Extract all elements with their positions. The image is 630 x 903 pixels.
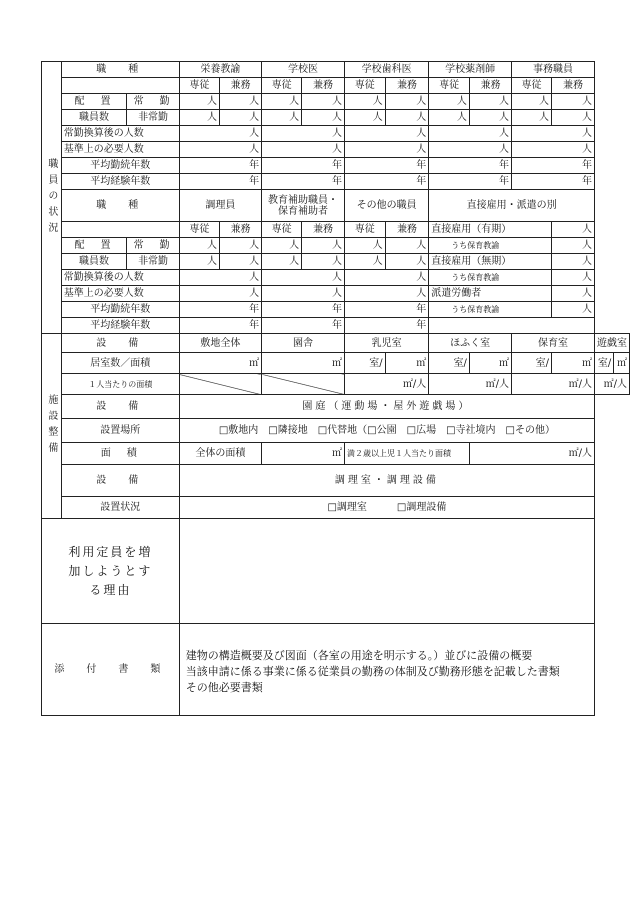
room-count-cell[interactable]: 室/ — [595, 353, 614, 374]
converted-label-value-cell[interactable]: 人 — [179, 126, 261, 142]
kitchen-options[interactable]: □調理室 □調理設備 — [179, 497, 594, 519]
status-label: 設置状況 — [61, 497, 179, 519]
form-row — [42, 78, 630, 94]
parttime-count-cell[interactable]: 人 — [512, 110, 552, 126]
part-header: 兼務 — [385, 78, 429, 94]
avg-exp-label-value-cell[interactable]: 年 — [179, 174, 261, 190]
avg-tenure-label-value-cell[interactable]: 年 — [512, 158, 595, 174]
avg-tenure-label-value-cell[interactable]: 年 — [344, 302, 428, 318]
count-label: 職員数 — [61, 254, 127, 270]
avg-exp-value-cell[interactable]: 年 — [344, 318, 428, 334]
form-row — [42, 174, 630, 190]
form-row — [42, 419, 630, 443]
facility-section-label: 施設整備 — [42, 334, 62, 519]
required-label: 基準上の必要人数 — [61, 142, 179, 158]
job-type-label: 職 種 — [61, 62, 179, 78]
avg-tenure-label-value-cell[interactable]: 年 — [429, 158, 512, 174]
location-options[interactable]: □敷地内 □隣接地 □代替地（□公園 □広場 □寺社境内 □その他） — [179, 419, 594, 443]
attachment-item: その他必要書類 — [185, 681, 263, 694]
form-row — [42, 238, 630, 254]
form-table — [41, 61, 630, 716]
application-form — [41, 61, 630, 716]
direct-row-label: 派遣労働者 — [429, 286, 552, 302]
required-label-value-cell[interactable]: 人 — [344, 142, 428, 158]
rooms-area-label: 居室数／面積 — [61, 353, 179, 374]
area-label: 面 積 — [61, 443, 179, 465]
direct-row-label: 直接雇用（有期） — [429, 222, 552, 238]
parttime-count-cell[interactable]: 人 — [302, 254, 345, 270]
fulltime-count-cell[interactable]: 人 — [219, 94, 261, 110]
direct-row-value[interactable]: 人 — [552, 270, 595, 286]
parttime-count-cell[interactable]: 人 — [552, 110, 595, 126]
avg-tenure-label-value-cell[interactable]: 年 — [262, 302, 345, 318]
avg-exp-label-value-cell[interactable]: 年 — [262, 174, 345, 190]
job-header: 学校医 — [262, 62, 345, 78]
blank-cell — [429, 318, 595, 334]
job-header: 事務職員 — [512, 62, 595, 78]
part-header: 兼務 — [552, 78, 595, 94]
parttime-count-cell[interactable]: 人 — [302, 110, 345, 126]
full-header: 専従 — [179, 78, 219, 94]
direct-header: 直接雇用・派遣の別 — [429, 190, 595, 222]
total-area-value[interactable]: ㎡ — [262, 443, 345, 465]
parttime-count-cell[interactable]: 人 — [469, 110, 511, 126]
parttime-count-cell[interactable]: 人 — [262, 254, 302, 270]
parttime-label: 非常勤 — [127, 110, 179, 126]
full-header: 専従 — [179, 222, 219, 238]
parttime-count-cell[interactable]: 人 — [385, 110, 429, 126]
full-header: 専従 — [262, 78, 302, 94]
form-row — [42, 110, 630, 126]
per-person-area-cell[interactable]: ㎡/人 — [595, 374, 630, 395]
converted-label-value-cell[interactable]: 人 — [429, 126, 512, 142]
per-person-area-cell[interactable]: ㎡/人 — [344, 374, 428, 395]
converted-label-value-cell[interactable]: 人 — [262, 126, 345, 142]
direct-row-value[interactable]: 人 — [552, 238, 595, 254]
room-area-cell[interactable]: ㎡ — [469, 353, 511, 374]
parttime-count-cell[interactable]: 人 — [344, 254, 385, 270]
full-header: 専従 — [429, 78, 470, 94]
per-child-value[interactable]: ㎡/人 — [469, 443, 594, 465]
form-row — [42, 222, 630, 238]
form-row — [42, 497, 630, 519]
avg-exp-value-cell[interactable]: 年 — [262, 318, 345, 334]
fulltime-label: 常 勤 — [127, 94, 179, 110]
staff-section-label: 職員の状況 — [42, 62, 62, 334]
parttime-label: 非常勤 — [127, 254, 179, 270]
avg-tenure-label-value-cell[interactable]: 年 — [179, 302, 261, 318]
equipment-label: 設 備 — [61, 465, 179, 497]
direct-row-value[interactable]: 人 — [552, 222, 595, 238]
form-row — [42, 270, 630, 286]
form-row — [42, 465, 630, 497]
part-header: 兼務 — [302, 78, 345, 94]
avg-exp-label-value-cell[interactable]: 年 — [429, 174, 512, 190]
direct-row-value[interactable]: 人 — [552, 302, 595, 318]
fulltime-count-cell[interactable]: 人 — [302, 238, 345, 254]
converted-label-value-cell[interactable]: 人 — [344, 126, 428, 142]
total-area-label: 全体の面積 — [179, 443, 261, 465]
full-header: 専従 — [512, 78, 552, 94]
converted-label-value-cell[interactable]: 人 — [179, 270, 261, 286]
full-header: 専従 — [344, 222, 385, 238]
fulltime-count-cell[interactable]: 人 — [219, 238, 261, 254]
part-header: 兼務 — [302, 222, 345, 238]
parttime-count-cell[interactable]: 人 — [429, 110, 470, 126]
fulltime-count-cell[interactable]: 人 — [344, 94, 385, 110]
job-header: 学校薬剤師 — [429, 62, 512, 78]
per-person-area-cell[interactable]: ㎡/人 — [512, 374, 595, 395]
avg-tenure-label-value-cell[interactable]: 年 — [344, 158, 428, 174]
equipment-label: 設 備 — [61, 395, 179, 419]
kitchen-label: 調理室・調理設備 — [179, 465, 594, 497]
room-header: ほふく室 — [429, 334, 512, 353]
room-area-cell[interactable]: ㎡ — [614, 353, 630, 374]
form-row — [42, 624, 630, 716]
avg-tenure-label-value-cell[interactable]: 年 — [179, 158, 261, 174]
fulltime-count-cell[interactable]: 人 — [512, 94, 552, 110]
location-label: 設置場所 — [61, 419, 179, 443]
facility-section — [42, 334, 630, 519]
room-count-cell[interactable]: 室/ — [512, 353, 552, 374]
converted-label-value-cell[interactable]: 人 — [344, 270, 428, 286]
job-header: 教育補助職員・保育補助者 — [262, 190, 345, 222]
parttime-count-cell[interactable]: 人 — [344, 110, 385, 126]
form-row — [42, 190, 630, 222]
form-row — [42, 302, 630, 318]
required-label-value-cell[interactable]: 人 — [179, 142, 261, 158]
reason-label: 利用定員を増加しようとする理由 — [42, 519, 180, 624]
job-header: 学校歯科医 — [344, 62, 428, 78]
staff-section — [42, 62, 630, 334]
parttime-count-cell[interactable]: 人 — [219, 110, 261, 126]
fulltime-count-cell[interactable]: 人 — [429, 94, 470, 110]
building-area-value[interactable]: ㎡ — [262, 353, 345, 374]
avg-exp-label: 平均経験年数 — [61, 174, 179, 190]
required-label-value-cell[interactable]: 人 — [179, 286, 261, 302]
count-label: 職員数 — [61, 110, 127, 126]
direct-row-label: うち保育教諭 — [429, 302, 552, 318]
equipment-label: 設 備 — [61, 334, 179, 353]
fulltime-label: 常 勤 — [127, 238, 179, 254]
converted-label-value-cell[interactable]: 人 — [262, 270, 345, 286]
fulltime-count-cell[interactable]: 人 — [302, 94, 345, 110]
placement-label: 配 置 — [61, 238, 127, 254]
parttime-count-cell[interactable]: 人 — [262, 110, 302, 126]
attachments-label: 添 付 書 類 — [42, 624, 180, 716]
avg-tenure-label: 平均勤続年数 — [61, 302, 179, 318]
reason-input[interactable] — [179, 519, 594, 624]
form-row — [42, 318, 630, 334]
required-label-value-cell[interactable]: 人 — [429, 142, 512, 158]
na-cell — [179, 374, 261, 395]
form-row — [42, 519, 630, 624]
avg-exp-label-value-cell[interactable]: 年 — [512, 174, 595, 190]
form-row — [42, 334, 630, 353]
form-row — [42, 395, 630, 419]
direct-row-label: 直接雇用（無期） — [429, 254, 552, 270]
parttime-count-cell[interactable]: 人 — [179, 110, 219, 126]
fulltime-count-cell[interactable]: 人 — [385, 238, 429, 254]
direct-row-value[interactable]: 人 — [552, 286, 595, 302]
fulltime-count-cell[interactable]: 人 — [469, 94, 511, 110]
room-area-cell[interactable]: ㎡ — [552, 353, 595, 374]
part-header: 兼務 — [219, 222, 261, 238]
garden-label: 園庭（運動場・屋外遊戯場） — [179, 395, 594, 419]
reason-attachments-section — [42, 519, 630, 716]
site-area-value[interactable]: ㎡ — [179, 353, 261, 374]
blank-cell — [61, 222, 179, 238]
form-row — [42, 443, 630, 465]
job-header: 調理員 — [179, 190, 261, 222]
form-row — [42, 286, 630, 302]
avg-exp-value-cell[interactable]: 年 — [179, 318, 261, 334]
direct-row-label: うち保育教諭 — [429, 270, 552, 286]
avg-exp-label-value-cell[interactable]: 年 — [344, 174, 428, 190]
job-type-label-2: 職 種 — [61, 190, 179, 222]
form-row — [42, 353, 630, 374]
fulltime-count-cell[interactable]: 人 — [179, 94, 219, 110]
fulltime-count-cell[interactable]: 人 — [344, 238, 385, 254]
form-row — [42, 158, 630, 174]
part-header: 兼務 — [219, 78, 261, 94]
per-person-area-cell[interactable]: ㎡/人 — [429, 374, 512, 395]
placement-label: 配 置 — [61, 94, 127, 110]
parttime-count-cell[interactable]: 人 — [179, 254, 219, 270]
room-count-cell[interactable]: 室/ — [344, 353, 385, 374]
fulltime-count-cell[interactable]: 人 — [262, 238, 302, 254]
room-header: 敷地全体 — [179, 334, 261, 353]
fulltime-count-cell[interactable]: 人 — [385, 94, 429, 110]
form-row — [42, 374, 630, 395]
direct-row-label: うち保育教諭 — [429, 238, 552, 254]
blank-cell — [61, 78, 179, 94]
attachment-item: 当該申請に係る事業に係る従業員の勤務の体制及び勤務形態を記載した書類 — [185, 665, 560, 678]
converted-label: 常勤換算後の人数 — [61, 270, 179, 286]
room-header: 園舎 — [262, 334, 345, 353]
room-header: 乳児室 — [344, 334, 428, 353]
fulltime-count-cell[interactable]: 人 — [262, 94, 302, 110]
fulltime-count-cell[interactable]: 人 — [552, 94, 595, 110]
part-header: 兼務 — [385, 222, 429, 238]
job-header: その他の職員 — [344, 190, 428, 222]
form-row — [42, 62, 630, 78]
full-header: 専従 — [344, 78, 385, 94]
required-label-value-cell[interactable]: 人 — [344, 286, 428, 302]
room-count-cell[interactable]: 室/ — [429, 353, 470, 374]
form-row — [42, 94, 630, 110]
fulltime-count-cell[interactable]: 人 — [179, 238, 219, 254]
avg-tenure-label: 平均勤続年数 — [61, 158, 179, 174]
attachment-item: 建物の構造概要及び図面（各室の用途を明示する。）並びに設備の概要 — [185, 649, 533, 662]
room-area-cell[interactable]: ㎡ — [385, 353, 429, 374]
direct-row-value[interactable]: 人 — [552, 254, 595, 270]
required-label: 基準上の必要人数 — [61, 286, 179, 302]
converted-label-value-cell[interactable]: 人 — [512, 126, 595, 142]
room-header: 遊戯室 — [595, 334, 630, 353]
form-row — [42, 254, 630, 270]
per-child-label: 満２歳以上児１人当たり面積 — [344, 443, 469, 465]
required-label-value-cell[interactable]: 人 — [512, 142, 595, 158]
per-person-label: １人当たりの面積 — [61, 374, 179, 395]
parttime-count-cell[interactable]: 人 — [219, 254, 261, 270]
required-label-value-cell[interactable]: 人 — [262, 142, 345, 158]
part-header: 兼務 — [469, 78, 511, 94]
job-header: 栄養教諭 — [179, 62, 261, 78]
converted-label: 常勤換算後の人数 — [61, 126, 179, 142]
attachments-list — [179, 624, 594, 716]
parttime-count-cell[interactable]: 人 — [385, 254, 429, 270]
na-cell — [262, 374, 345, 395]
full-header: 専従 — [262, 222, 302, 238]
avg-tenure-label-value-cell[interactable]: 年 — [262, 158, 345, 174]
avg-exp-label: 平均経験年数 — [61, 318, 179, 334]
required-label-value-cell[interactable]: 人 — [262, 286, 345, 302]
room-header: 保育室 — [512, 334, 595, 353]
form-row — [42, 142, 630, 158]
form-row — [42, 126, 630, 142]
